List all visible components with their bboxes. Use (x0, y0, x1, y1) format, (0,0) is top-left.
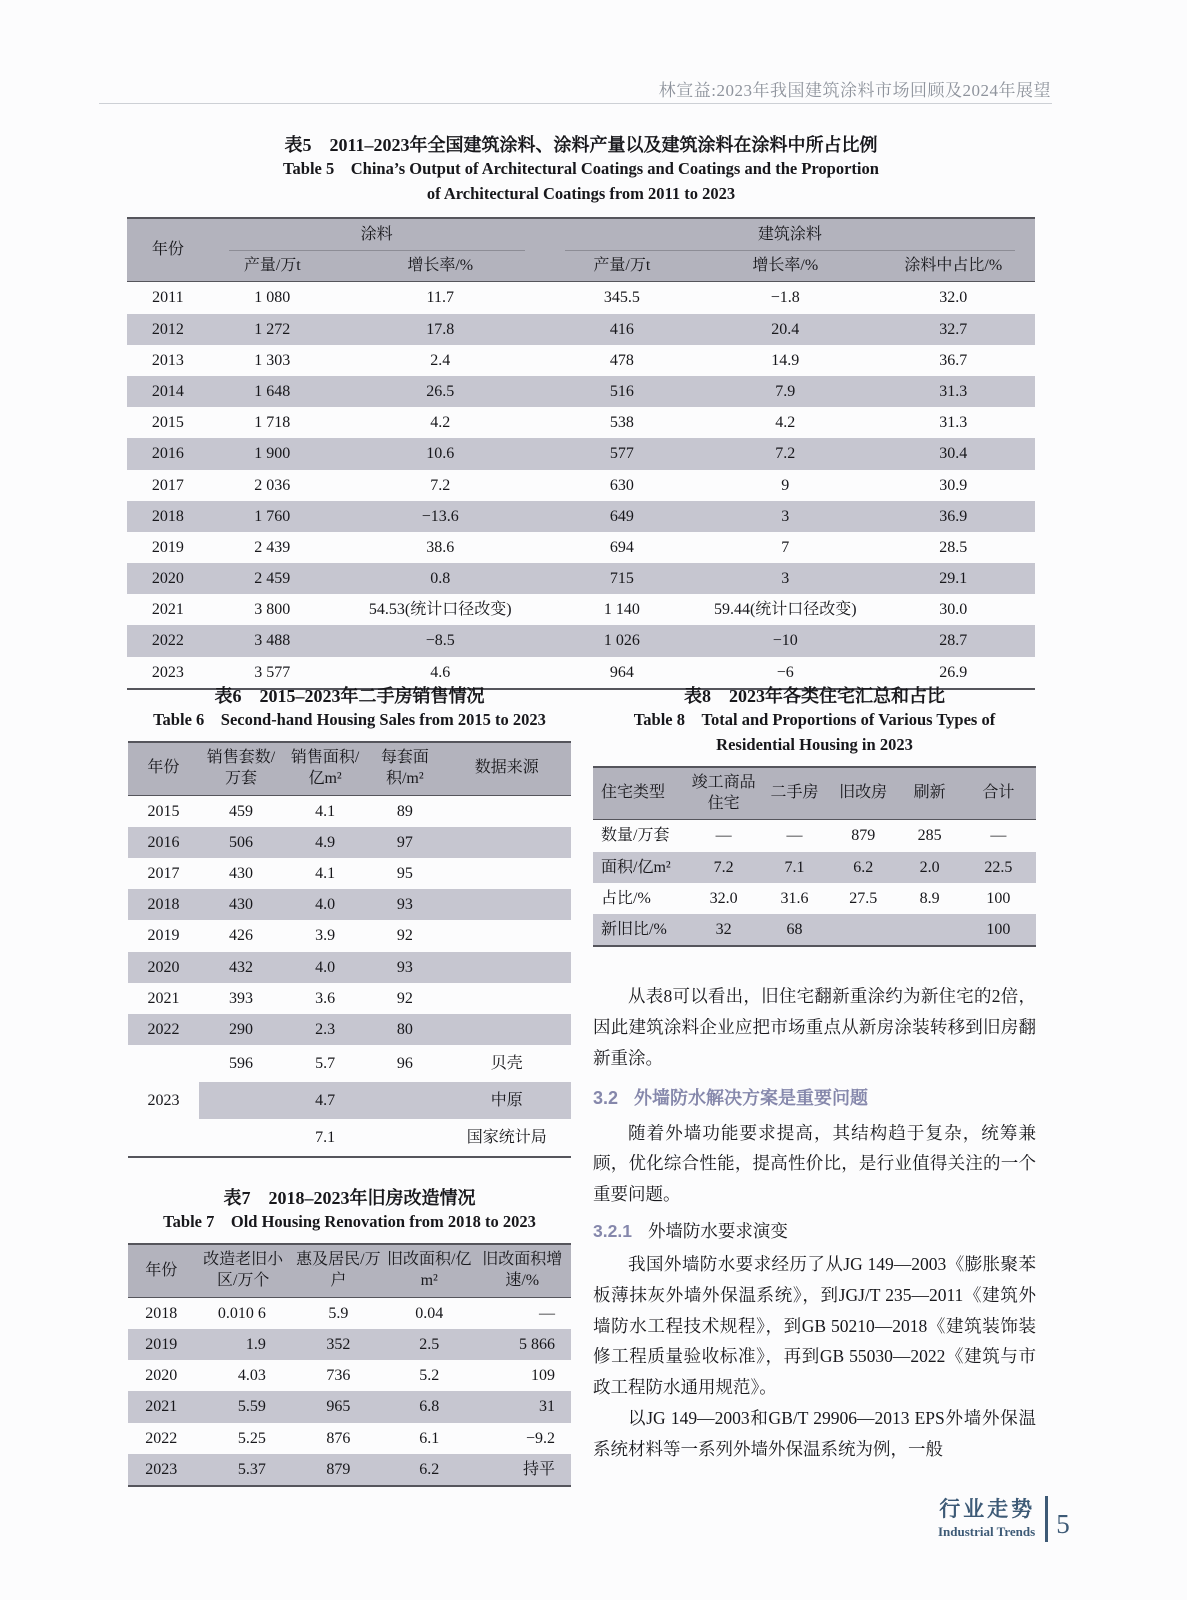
table-cell: 国家统计局 (466, 1129, 547, 1147)
table-cell: 36.9 (939, 507, 968, 525)
table-cell: 38.6 (426, 538, 455, 556)
table-cell: 6.2 (853, 858, 874, 876)
column-header: 合计 (961, 767, 1036, 820)
paragraph-3-2-1-b: 以JG 149—2003和GB/T 29906—2013 EPS外墙外保温系统材料等一系列外墙外保温系统为例，一般 (593, 1407, 1036, 1459)
table-cell: −10 (772, 632, 798, 650)
table-cell: 0.010 6 (217, 1304, 266, 1322)
footer-divider (1045, 1496, 1048, 1542)
table-cell: 新旧比/% (601, 920, 667, 938)
table-cell: 贝壳 (490, 1055, 523, 1073)
table7 (128, 1243, 571, 1487)
table-row (127, 345, 1035, 376)
column-header: 年份 (128, 1244, 194, 1297)
right-column (593, 684, 1036, 1465)
table-row (593, 914, 1036, 946)
table-cell: 596 (228, 1055, 253, 1073)
table-row (127, 282, 1035, 314)
table-cell: 2022 (145, 1429, 178, 1447)
table-cell: 2023 (151, 663, 184, 681)
table-cell: 68 (786, 920, 803, 938)
table-cell: 20.4 (771, 320, 800, 338)
section-number: 3.2 (593, 1087, 619, 1108)
table-row (593, 820, 1036, 852)
table-cell: 5.37 (237, 1460, 266, 1478)
table-cell: 2018 (145, 1304, 178, 1322)
table-row (593, 883, 1036, 914)
table6-2023-group (128, 1045, 571, 1157)
table-cell: 30.9 (939, 476, 968, 494)
table-cell: 4.1 (315, 802, 336, 820)
table-cell: 3 488 (254, 632, 291, 650)
table-cell (442, 827, 571, 858)
table-cell: 649 (609, 507, 634, 525)
table-row (127, 532, 1035, 563)
table-cell: 964 (609, 663, 634, 681)
table-row (127, 470, 1035, 501)
table5-section (127, 133, 1035, 690)
table-cell: 92 (396, 989, 413, 1007)
table-cell: 59.44(统计口径改变) (713, 601, 857, 619)
table5-group-header-row (127, 218, 1035, 251)
table-cell: 879 (851, 827, 876, 845)
table-cell: 2022 (151, 632, 184, 650)
table-cell: 2018 (151, 507, 184, 525)
table-row (128, 920, 571, 951)
table-cell: 36.7 (939, 351, 968, 369)
table-cell: 459 (228, 802, 253, 820)
column-header: 旧改房 (828, 767, 899, 820)
table-cell: 1 718 (254, 414, 291, 432)
table-cell: 14.9 (771, 351, 800, 369)
table-cell: 2020 (151, 570, 184, 588)
table-cell: 4.1 (315, 865, 336, 883)
table-cell: −9.2 (525, 1429, 555, 1447)
table-cell: 430 (228, 865, 253, 883)
table6-head (128, 742, 571, 795)
table-cell: 965 (326, 1398, 351, 1416)
table6-section (128, 684, 571, 1158)
table-cell: 6.8 (419, 1398, 440, 1416)
table6-header-row (128, 742, 571, 795)
column-header: 涂料中占比/% (872, 251, 1035, 282)
left-column (128, 684, 571, 1487)
header-divider (99, 103, 1052, 104)
table-row (127, 594, 1035, 625)
table-cell: 3 800 (254, 601, 291, 619)
table-cell: 面积/亿m² (601, 858, 671, 876)
table-cell: 31.3 (939, 414, 968, 432)
table-row (128, 983, 571, 1014)
column-header-year: 年份 (127, 218, 209, 282)
table-cell (899, 914, 961, 946)
table-cell: 30.0 (939, 601, 968, 619)
column-header: 增长率/% (699, 251, 872, 282)
table-cell: 426 (228, 927, 253, 945)
body-text (593, 981, 1036, 1464)
table-cell: 31.6 (780, 889, 809, 907)
table-cell: 26.9 (939, 663, 968, 681)
table-cell: 538 (609, 414, 634, 432)
table-cell: 2017 (147, 865, 180, 883)
table-cell (442, 889, 571, 920)
paragraph-table8-analysis: 从表8可以看出，旧住宅翻新重涂约为新住宅的2倍，因此建筑涂料企业应把市场重点从新房涂装转移到旧房翻新重涂。 (593, 986, 1036, 1068)
column-header: 旧改面积/亿m² (385, 1244, 474, 1297)
table-cell: 26.5 (426, 382, 455, 400)
table7-head (128, 1244, 571, 1297)
table-cell: 中原 (442, 1082, 571, 1119)
table-cell: 478 (609, 351, 634, 369)
table-cell: 2021 (145, 1398, 178, 1416)
table-cell: 1 140 (603, 601, 640, 619)
table7-caption-zh: 表7 2018–2023年旧房改造情况 (223, 1188, 476, 1209)
table-cell: 10.6 (426, 445, 455, 463)
table5-head (127, 218, 1035, 282)
table-row (128, 1329, 571, 1360)
table-cell: 4.03 (237, 1367, 266, 1385)
table-cell: 2015 (151, 414, 184, 432)
table8-head (593, 767, 1036, 820)
table-cell: 2019 (145, 1335, 178, 1353)
table-cell-year-2023: 2023 (147, 1092, 180, 1110)
table7-body (128, 1297, 571, 1486)
running-head: 林宣益:2023年我国建筑涂料市场回顾及2024年展望 (658, 81, 1051, 100)
table-cell: 345.5 (603, 289, 640, 307)
column-header: 销售面积/亿m² (283, 742, 367, 795)
table-cell: 2021 (147, 989, 180, 1007)
table-cell (442, 858, 571, 889)
table-cell: 5.2 (419, 1367, 440, 1385)
table-cell: 715 (609, 570, 634, 588)
section-heading-3-2-1: 3.2.1 外墙防水要求演变 (593, 1220, 788, 1241)
table-cell (828, 914, 899, 946)
table-row (128, 1045, 571, 1082)
column-header: 二手房 (761, 767, 827, 820)
table-row (128, 1297, 571, 1329)
table-cell: 80 (396, 1020, 413, 1038)
table-cell: — (786, 827, 803, 845)
table-cell: 2016 (151, 445, 184, 463)
table-row (128, 889, 571, 920)
table-cell (442, 952, 571, 983)
table-cell: 3.6 (315, 989, 336, 1007)
table-cell: 577 (609, 445, 634, 463)
table-cell: 3.9 (315, 927, 336, 945)
table-cell: 3 (781, 507, 790, 525)
table-cell: 6.2 (419, 1460, 440, 1478)
table5 (127, 217, 1035, 690)
table-cell: 数量/万套 (601, 827, 670, 845)
table-cell: 736 (326, 1367, 351, 1385)
table-cell: 352 (326, 1335, 351, 1353)
table-row (593, 852, 1036, 883)
table-cell: 2021 (151, 601, 184, 619)
table7-caption-en: Table 7 Old Housing Renovation from 2018 to 2023 (163, 1212, 536, 1232)
table-row (127, 625, 1035, 656)
table-cell: 0.04 (415, 1304, 444, 1322)
table-cell: 4.2 (775, 414, 796, 432)
table-cell: −1.8 (770, 289, 800, 307)
table-cell: 32 (715, 920, 732, 938)
table-row (128, 1360, 571, 1391)
column-header: 年份 (128, 742, 199, 795)
table-cell: 5.59 (237, 1398, 266, 1416)
table-row (128, 1014, 571, 1045)
table-cell: 2011 (152, 289, 184, 307)
table-cell: −13.6 (421, 507, 459, 525)
table-cell: 7.1 (315, 1129, 336, 1147)
table-cell: 1 272 (254, 320, 291, 338)
table8-section (593, 684, 1036, 947)
table-cell: 4.6 (430, 663, 451, 681)
column-header: 住宅类型 (593, 767, 686, 820)
table7-section (128, 1186, 571, 1487)
column-header: 增长率/% (336, 251, 545, 282)
table-cell: 516 (609, 382, 634, 400)
table-cell: 2017 (151, 476, 184, 494)
section-number: 3.2.1 (593, 1220, 632, 1241)
group-header-coatings (209, 218, 545, 251)
table-row (128, 1391, 571, 1422)
table-cell: 1 303 (254, 351, 291, 369)
table-cell: 1 760 (254, 507, 291, 525)
column-header: 数据来源 (442, 742, 571, 795)
table-row (128, 952, 571, 983)
table-cell: 5 866 (519, 1335, 555, 1353)
table-cell: 17.8 (426, 320, 455, 338)
table-row (128, 1454, 571, 1486)
table-cell: 694 (609, 538, 634, 556)
table5-sub-header-row (127, 251, 1035, 282)
table-row (128, 795, 571, 827)
table-cell: 2.0 (919, 858, 940, 876)
table6-caption-zh: 表6 2015–2023年二手房销售情况 (214, 686, 485, 706)
table-cell: 2014 (151, 382, 184, 400)
table5-caption-zh: 表5 2011–2023年全国建筑涂料、涂料产量以及建筑涂料在涂料中所占比例 (284, 135, 878, 155)
table-cell: 22.5 (984, 858, 1013, 876)
column-header: 产量/万t (545, 251, 699, 282)
table-cell: 4.7 (283, 1082, 367, 1119)
table-cell: 54.53(统计口径改变) (368, 601, 512, 619)
table-cell: — (539, 1304, 555, 1322)
table-cell: 430 (228, 896, 253, 914)
table6-body (128, 795, 571, 1045)
table-cell: 2015 (147, 802, 180, 820)
table-cell (442, 795, 571, 827)
table-cell: 4.0 (315, 958, 336, 976)
table-cell (199, 1082, 283, 1119)
table-cell: 0.8 (430, 570, 451, 588)
table-cell: 2012 (151, 320, 184, 338)
table-cell: 89 (396, 802, 413, 820)
table-cell: 95 (396, 865, 413, 883)
table-cell: 占比/% (601, 889, 651, 907)
table-cell: 1.9 (245, 1335, 266, 1353)
table-cell: 持平 (522, 1460, 555, 1478)
table-cell: 5.25 (237, 1429, 266, 1447)
table-cell: 11.7 (426, 289, 454, 307)
table-row (127, 314, 1035, 345)
table-cell: −8.5 (425, 632, 455, 650)
table-cell: 9 (781, 476, 790, 494)
table-cell: 5.9 (328, 1304, 349, 1322)
table-row (127, 407, 1035, 438)
table-cell (199, 1119, 283, 1157)
table-cell (442, 983, 571, 1014)
table-cell: 393 (228, 989, 253, 1007)
table-cell: 31 (539, 1398, 555, 1416)
table-cell: 93 (396, 958, 413, 976)
table5-body (127, 282, 1035, 689)
table6-caption-en: Table 6 Second-hand Housing Sales from 2015 to 2023 (153, 710, 546, 730)
page-number: 5 (1056, 1508, 1070, 1539)
table-cell: 2022 (147, 1020, 180, 1038)
table-cell: 32.7 (939, 320, 968, 338)
column-header: 销售套数/万套 (199, 742, 283, 795)
table-cell: 7 (781, 538, 790, 556)
table-cell: 2020 (147, 958, 180, 976)
column-header: 刷新 (899, 767, 961, 820)
table-cell: 29.1 (939, 570, 968, 588)
table-cell: −6 (776, 663, 794, 681)
table-cell: 100 (986, 920, 1011, 938)
table-cell: 30.4 (939, 445, 968, 463)
table-cell: 2016 (147, 833, 180, 851)
table8 (593, 766, 1036, 947)
table-cell: 1 026 (603, 632, 640, 650)
column-header: 惠及居民/万户 (292, 1244, 385, 1297)
paragraph-3-2-1-a: 我国外墙防水要求经历了从JG 149—2003《膨胀聚苯板薄抹灰外墙外保温系统》，到JGJ/T 235—2011《建筑外墙防水工程技术规程》，到GB 50210—2018《建筑装饰装修工程质量验收标准》，再到GB 55030—2022《建筑与市政工程防水通用规范》。 (593, 1253, 1036, 1398)
page-footer (938, 1496, 1070, 1542)
table-cell: 7.2 (775, 445, 796, 463)
table-cell: 28.7 (939, 632, 968, 650)
table-cell: 8.9 (919, 889, 940, 907)
table-cell: 416 (609, 320, 634, 338)
table-cell: 7.2 (713, 858, 734, 876)
table-cell: 27.5 (849, 889, 878, 907)
table-cell: 2018 (147, 896, 180, 914)
column-header: 旧改面积增速/% (474, 1244, 572, 1297)
group-header-coatings-label: 涂料 (229, 225, 525, 251)
table-cell: 2019 (151, 538, 184, 556)
table-cell: 4.0 (315, 896, 336, 914)
table-cell: 100 (986, 889, 1011, 907)
table-cell: 28.5 (939, 538, 968, 556)
table-cell: 630 (609, 476, 634, 494)
table8-body (593, 820, 1036, 946)
table-cell: 2013 (151, 351, 184, 369)
table-cell: 290 (228, 1020, 253, 1038)
table-cell: 5.7 (315, 1055, 336, 1073)
table-cell: 506 (228, 833, 253, 851)
table-cell: 2.5 (419, 1335, 440, 1353)
table-cell: 4.2 (430, 414, 451, 432)
table-cell: 2 439 (254, 538, 291, 556)
table-row (127, 376, 1035, 407)
group-header-architectural-coatings-label: 建筑涂料 (565, 225, 1015, 251)
table-row (128, 1423, 571, 1454)
footer-section-zh: 行业走势 (939, 1497, 1036, 1521)
table-cell: 285 (917, 827, 942, 845)
table-cell: 2.3 (315, 1020, 336, 1038)
table5-caption-en-2: of Architectural Coatings from 2011 to 2023 (426, 184, 736, 204)
column-header: 竣工商品住宅 (686, 767, 761, 820)
table-cell: 32.0 (939, 289, 968, 307)
column-header: 每套面积/m² (367, 742, 442, 795)
section-heading-3-2: 3.2 外墙防水解决方案是重要问题 (593, 1087, 869, 1108)
table-cell (367, 1119, 442, 1157)
group-header-architectural-coatings (545, 218, 1035, 251)
table-cell: 32.0 (709, 889, 738, 907)
table-cell: 97 (396, 833, 413, 851)
paragraph-3-2: 随着外墙功能要求提高，其结构趋于复杂，统筹兼顾，优化综合性能，提高性价比，是行业值得关注的一个重要问题。 (593, 1122, 1036, 1205)
table-cell: 96 (396, 1055, 413, 1073)
column-header: 产量/万t (209, 251, 336, 282)
table-cell: 93 (396, 896, 413, 914)
table-cell (442, 920, 571, 951)
table-cell: 92 (396, 927, 413, 945)
table-cell: 3 (781, 570, 790, 588)
footer-section-label (938, 1498, 1035, 1540)
table-cell: 2020 (145, 1367, 178, 1385)
table-cell: 2.4 (430, 351, 451, 369)
table-cell: 2023 (145, 1460, 178, 1478)
table-cell: 7.1 (784, 858, 805, 876)
table-cell: 1 080 (254, 289, 291, 307)
table5-caption-en-1: Table 5 China’s Output of Architectural Coatings and Coatings and the Proportion (283, 159, 879, 179)
table-cell: — (715, 827, 732, 845)
table-row (127, 501, 1035, 532)
table-cell: 109 (531, 1367, 555, 1385)
table-cell: 4.9 (315, 833, 336, 851)
table-cell: 876 (326, 1429, 351, 1447)
table-cell: 2019 (147, 927, 180, 945)
table7-header-row (128, 1244, 571, 1297)
table-cell (367, 1082, 442, 1119)
table-cell: 1 648 (254, 382, 291, 400)
table-cell: 2 459 (254, 570, 291, 588)
table8-caption-zh: 表8 2023年各类住宅汇总和占比 (684, 686, 945, 706)
table-cell: 3 577 (254, 663, 291, 681)
table-row (127, 438, 1035, 469)
table-row (128, 858, 571, 889)
table6 (128, 741, 571, 1158)
table-cell: — (990, 827, 1007, 845)
table-row (128, 827, 571, 858)
table-cell (442, 1014, 571, 1045)
table-cell: 879 (326, 1460, 351, 1478)
table8-header-row (593, 767, 1036, 820)
column-header: 改造老旧小区/万个 (194, 1244, 291, 1297)
table8-caption-en-2: Residential Housing in 2023 (716, 735, 913, 755)
table-cell: 7.2 (430, 476, 451, 494)
table-cell: 6.1 (419, 1429, 440, 1447)
table-row (127, 563, 1035, 594)
footer-section-en: Industrial Trends (938, 1524, 1036, 1540)
table-cell: 1 900 (254, 445, 291, 463)
table-cell: 432 (228, 958, 253, 976)
table-cell: 7.9 (775, 382, 796, 400)
table-cell: 2 036 (254, 476, 291, 494)
table8-caption-en-1: Table 8 Total and Proportions of Various Types of (633, 710, 996, 730)
table-cell: 31.3 (939, 382, 968, 400)
